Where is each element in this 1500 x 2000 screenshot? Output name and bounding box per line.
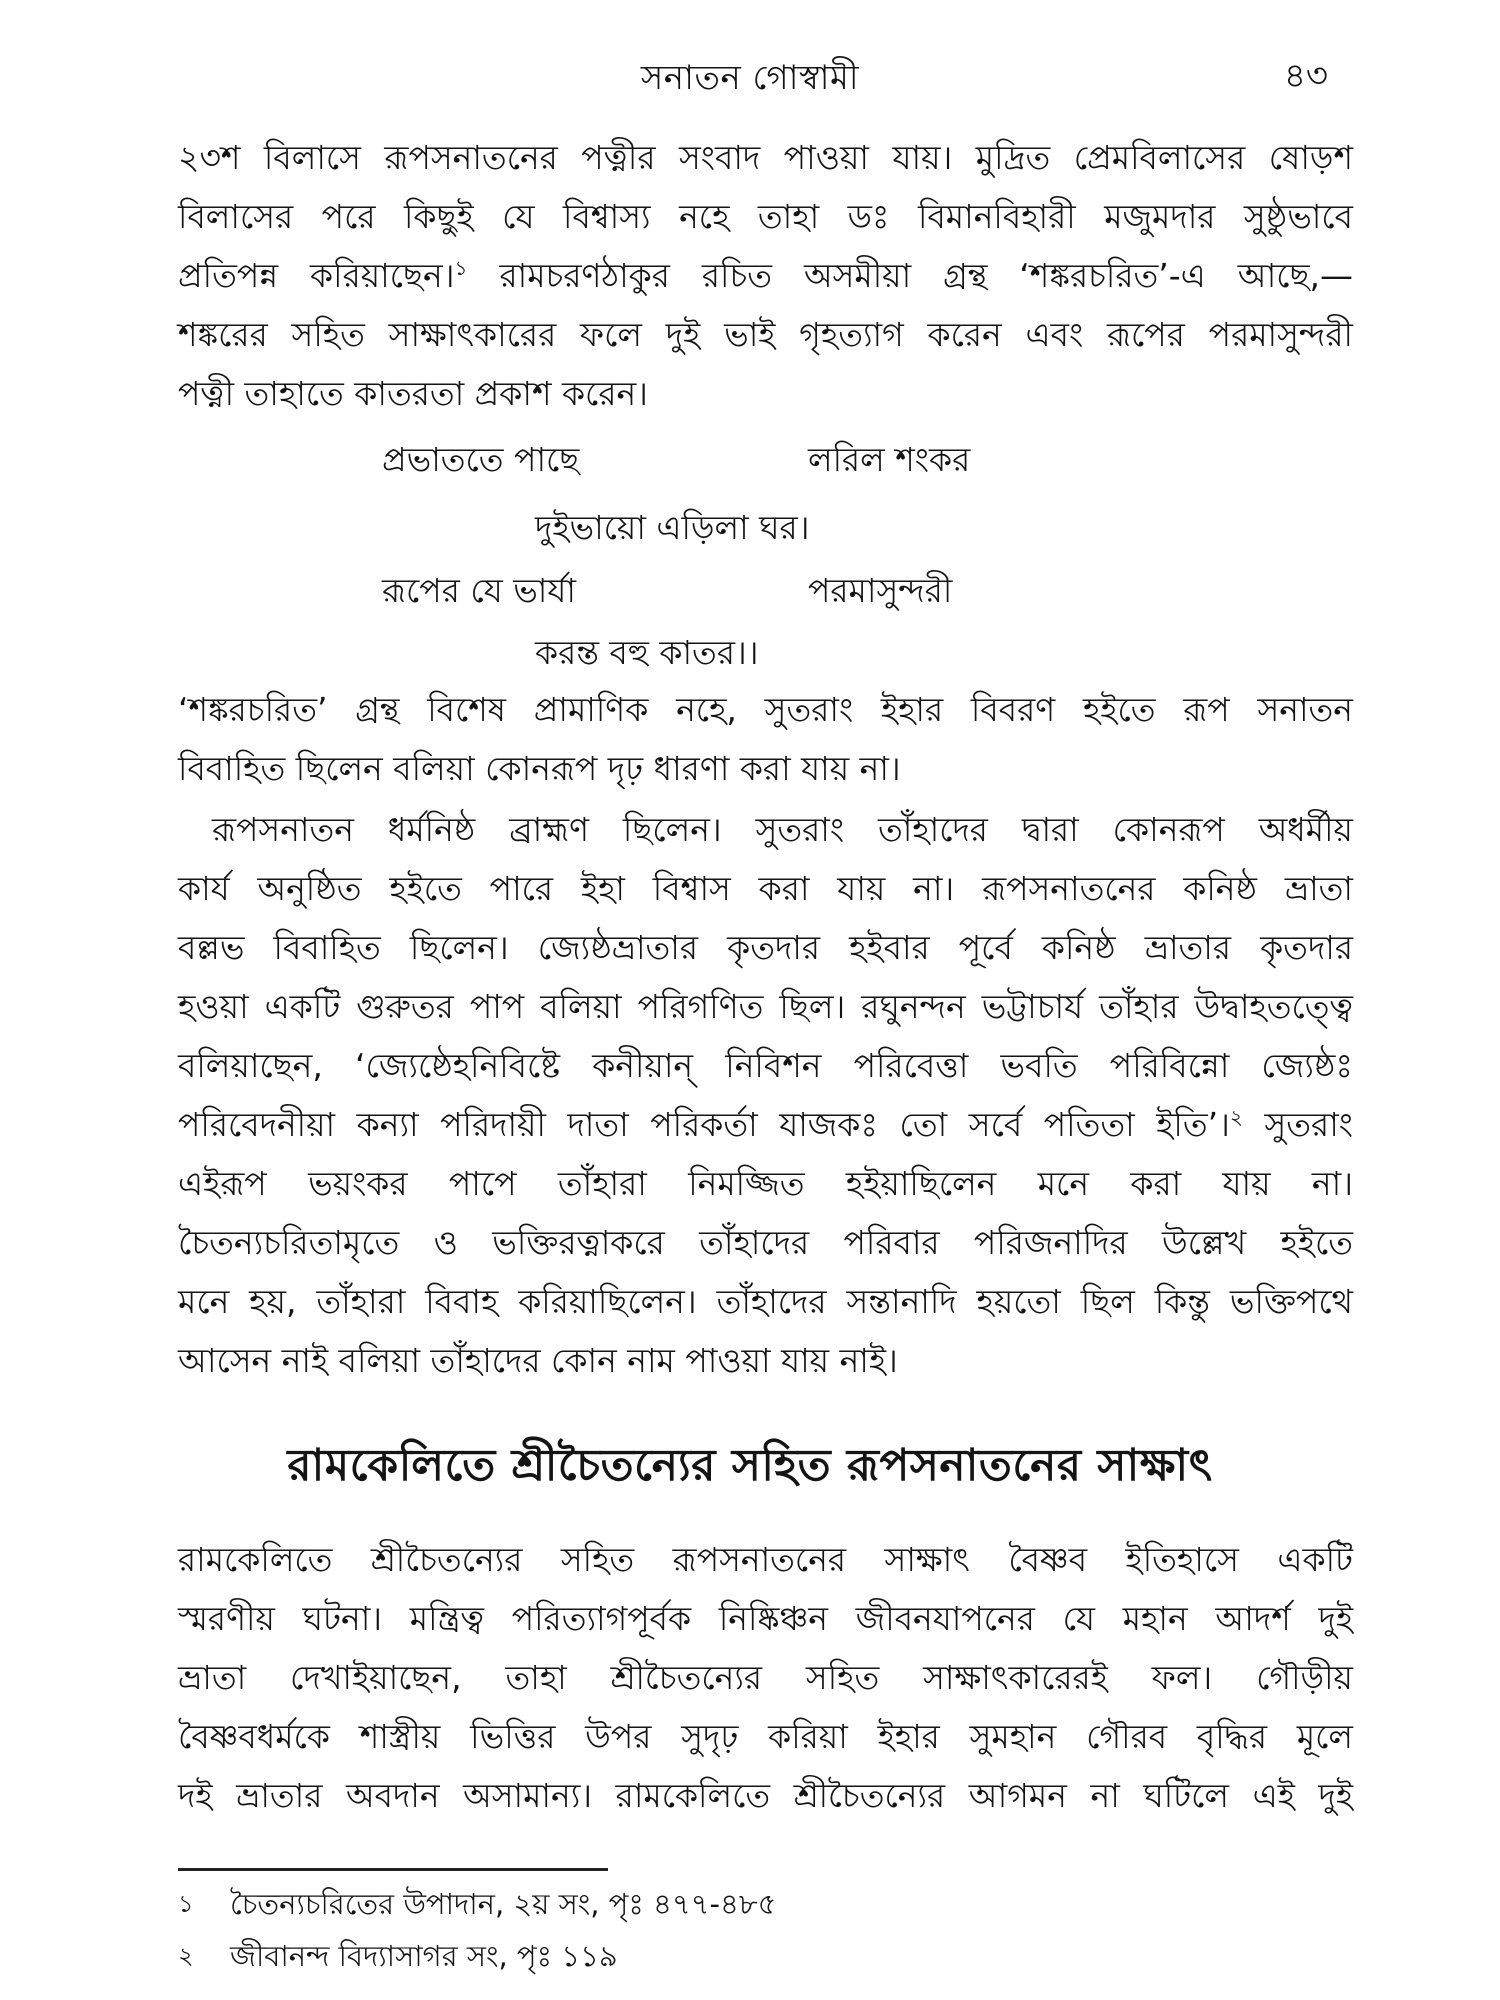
text-line: শঙ্করের সহিত সাক্ষাৎকারের ফলে দুই ভাই গৃহত্যাগ করেন এবং রূপের পরমাসুন্দরী xyxy=(178,315,1353,354)
paragraph-2 xyxy=(178,680,1353,798)
text-line: বলিয়াছেন, ‘জ্যেষ্ঠেহনিবিষ্টে কনীয়ান্‌ নিবিশন পরিবেত্তা ভবতি পরিবিন্নো জ্যেষ্ঠঃ xyxy=(178,1046,1353,1085)
verse-line-1b: লরিল শংকর xyxy=(808,440,971,479)
section-heading: রামকেলিতে শ্রীচৈতন্যের সহিত রূপসনাতনের সাক্ষাৎ xyxy=(287,1440,1213,1491)
running-title: সনাতন গোস্বামী xyxy=(640,58,860,98)
footnote-mark: ২ xyxy=(178,1942,194,1970)
paragraph-1 xyxy=(178,128,1353,423)
verse-line-2: দুইভায়ো এড়িলা ঘর। xyxy=(535,508,810,547)
text-line: এইরূপ ভয়ংকর পাপে তাঁহারা নিমজ্জিত হইয়াছিলেন মনে করা যায় না। xyxy=(178,1164,1353,1203)
text-line: ২৩শ বিলাসে রূপসনাতনের পত্নীর সংবাদ পাওয়া যায়। মুদ্রিত প্রেমবিলাসের ষোড়শ xyxy=(178,138,1353,177)
text-line: বিবাহিত ছিলেন বলিয়া কোনরূপ দৃঢ় ধারণা করা যায় না। xyxy=(178,749,901,788)
page-number: ৪৩ xyxy=(1283,56,1328,96)
text-line: মনে হয়, তাঁহারা বিবাহ করিয়াছিলেন। তাঁহাদের সন্তানাদি হয়তো ছিল কিন্তু ভক্তিপথে xyxy=(178,1282,1353,1321)
text-line xyxy=(178,1095,1353,1154)
verse-line-3b: পরমাসুন্দরী xyxy=(808,571,953,610)
text-line: বৈষ্ণবধর্মকে শাস্ত্রীয় ভিত্তির উপর সুদৃঢ় করিয়া ইহার সুমহান গৌরব বৃদ্ধির মূলে xyxy=(178,1717,1353,1756)
text-line: কার্য অনুষ্ঠিত হইতে পারে ইহা বিশ্বাস করা যায় না। রূপসনাতনের কনিষ্ঠ ভ্রাতা xyxy=(178,869,1353,908)
footnote-1 xyxy=(178,1884,776,1924)
text-line: হওয়া একটি গুরুতর পাপ বলিয়া পরিগণিত ছিল। রঘুনন্দন ভট্টাচার্য তাঁহার উদ্বাহতত্ত্বে xyxy=(178,987,1353,1026)
text-run: পরিবেদনীয়া কন্যা পরিদায়ী দাতা পরিকর্তা যাজকঃ তো সর্বে পতিতা ইতি’। xyxy=(178,1105,1230,1144)
footnote-text: চৈতন্যচরিতের উপাদান, ২য় সং, পৃঃ ৪৭৭-৪৮৫ xyxy=(230,1887,777,1921)
text-run: প্রতিপন্ন করিয়াছেন। xyxy=(178,256,455,295)
paragraph-3 xyxy=(178,800,1353,1390)
paragraph-4 xyxy=(178,1530,1353,1825)
verse-line-3a: রূপের যে ভার্যা xyxy=(382,571,576,610)
text-line: পত্নী তাহাতে কাতরতা প্রকাশ করেন। xyxy=(178,374,648,413)
footnote-divider xyxy=(178,1868,608,1871)
text-run: সুতরাং xyxy=(1264,1105,1353,1144)
text-line: বিলাসের পরে কিছুই যে বিশ্বাস্য নহে তাহা ডঃ বিমানবিহারী মজুমদার সুষ্ঠুভাবে xyxy=(178,197,1353,236)
verse-line-1a: প্রভাততে পাছে xyxy=(382,440,580,479)
text-line: দই ভ্রাতার অবদান অসামান্য। রামকেলিতে শ্রীচৈতন্যের আগমন না ঘটিলে এই দুই xyxy=(178,1776,1353,1815)
text-line: ভ্রাতা দেখাইয়াছেন, তাহা শ্রীচৈতন্যের সহিত সাক্ষাৎকারেরই ফল। গৌড়ীয় xyxy=(178,1658,1353,1697)
text-line: বল্লভ বিবাহিত ছিলেন। জ্যেষ্ঠভ্রাতার কৃতদার হইবার পূর্বে কনিষ্ঠ ভ্রাতার কৃতদার xyxy=(178,928,1353,967)
text-run: রামচরণঠাকুর রচিত অসমীয়া গ্রন্থ ‘শঙ্করচরিত’-এ আছে,— xyxy=(499,256,1353,295)
footnote-ref-1[interactable]: ১ xyxy=(454,256,468,280)
verse-line-4: করন্ত বহু কাতর।। xyxy=(535,633,759,672)
footnote-ref-2[interactable]: ২ xyxy=(1229,1105,1243,1129)
text-line: রামকেলিতে শ্রীচৈতন্যের সহিত রূপসনাতনের সাক্ষাৎ বৈষ্ণব ইতিহাসে একটি xyxy=(178,1540,1353,1579)
text-line: স্মরণীয় ঘটনা। মন্ত্রিত্ব পরিত্যাগপূর্বক নিষ্কিঞ্চন জীবনযাপনের যে মহান আদর্শ দুই xyxy=(178,1599,1353,1638)
footnote-mark: ১ xyxy=(178,1890,194,1918)
text-line: চৈতন্যচরিতামৃতে ও ভক্তিরত্নাকরে তাঁহাদের পরিবার পরিজনাদির উল্লেখ হইতে xyxy=(178,1223,1353,1262)
footnote-text: জীবানন্দ বিদ্যাসাগর সং, পৃঃ ১১৯ xyxy=(230,1939,618,1973)
text-line: রূপসনাতন ধর্মনিষ্ঠ ব্রাহ্মণ ছিলেন। সুতরাং তাঁহাদের দ্বারা কোনরূপ অধর্মীয় xyxy=(212,810,1353,849)
text-line: আসেন নাই বলিয়া তাঁহাদের কোন নাম পাওয়া যায় নাই। xyxy=(178,1341,898,1380)
text-line: ‘শঙ্করচরিত’ গ্রন্থ বিশেষ প্রামাণিক নহে, সুতরাং ইহার বিবরণ হইতে রূপ সনাতন xyxy=(178,690,1353,729)
footnote-2 xyxy=(178,1936,618,1976)
text-line xyxy=(178,246,1353,305)
